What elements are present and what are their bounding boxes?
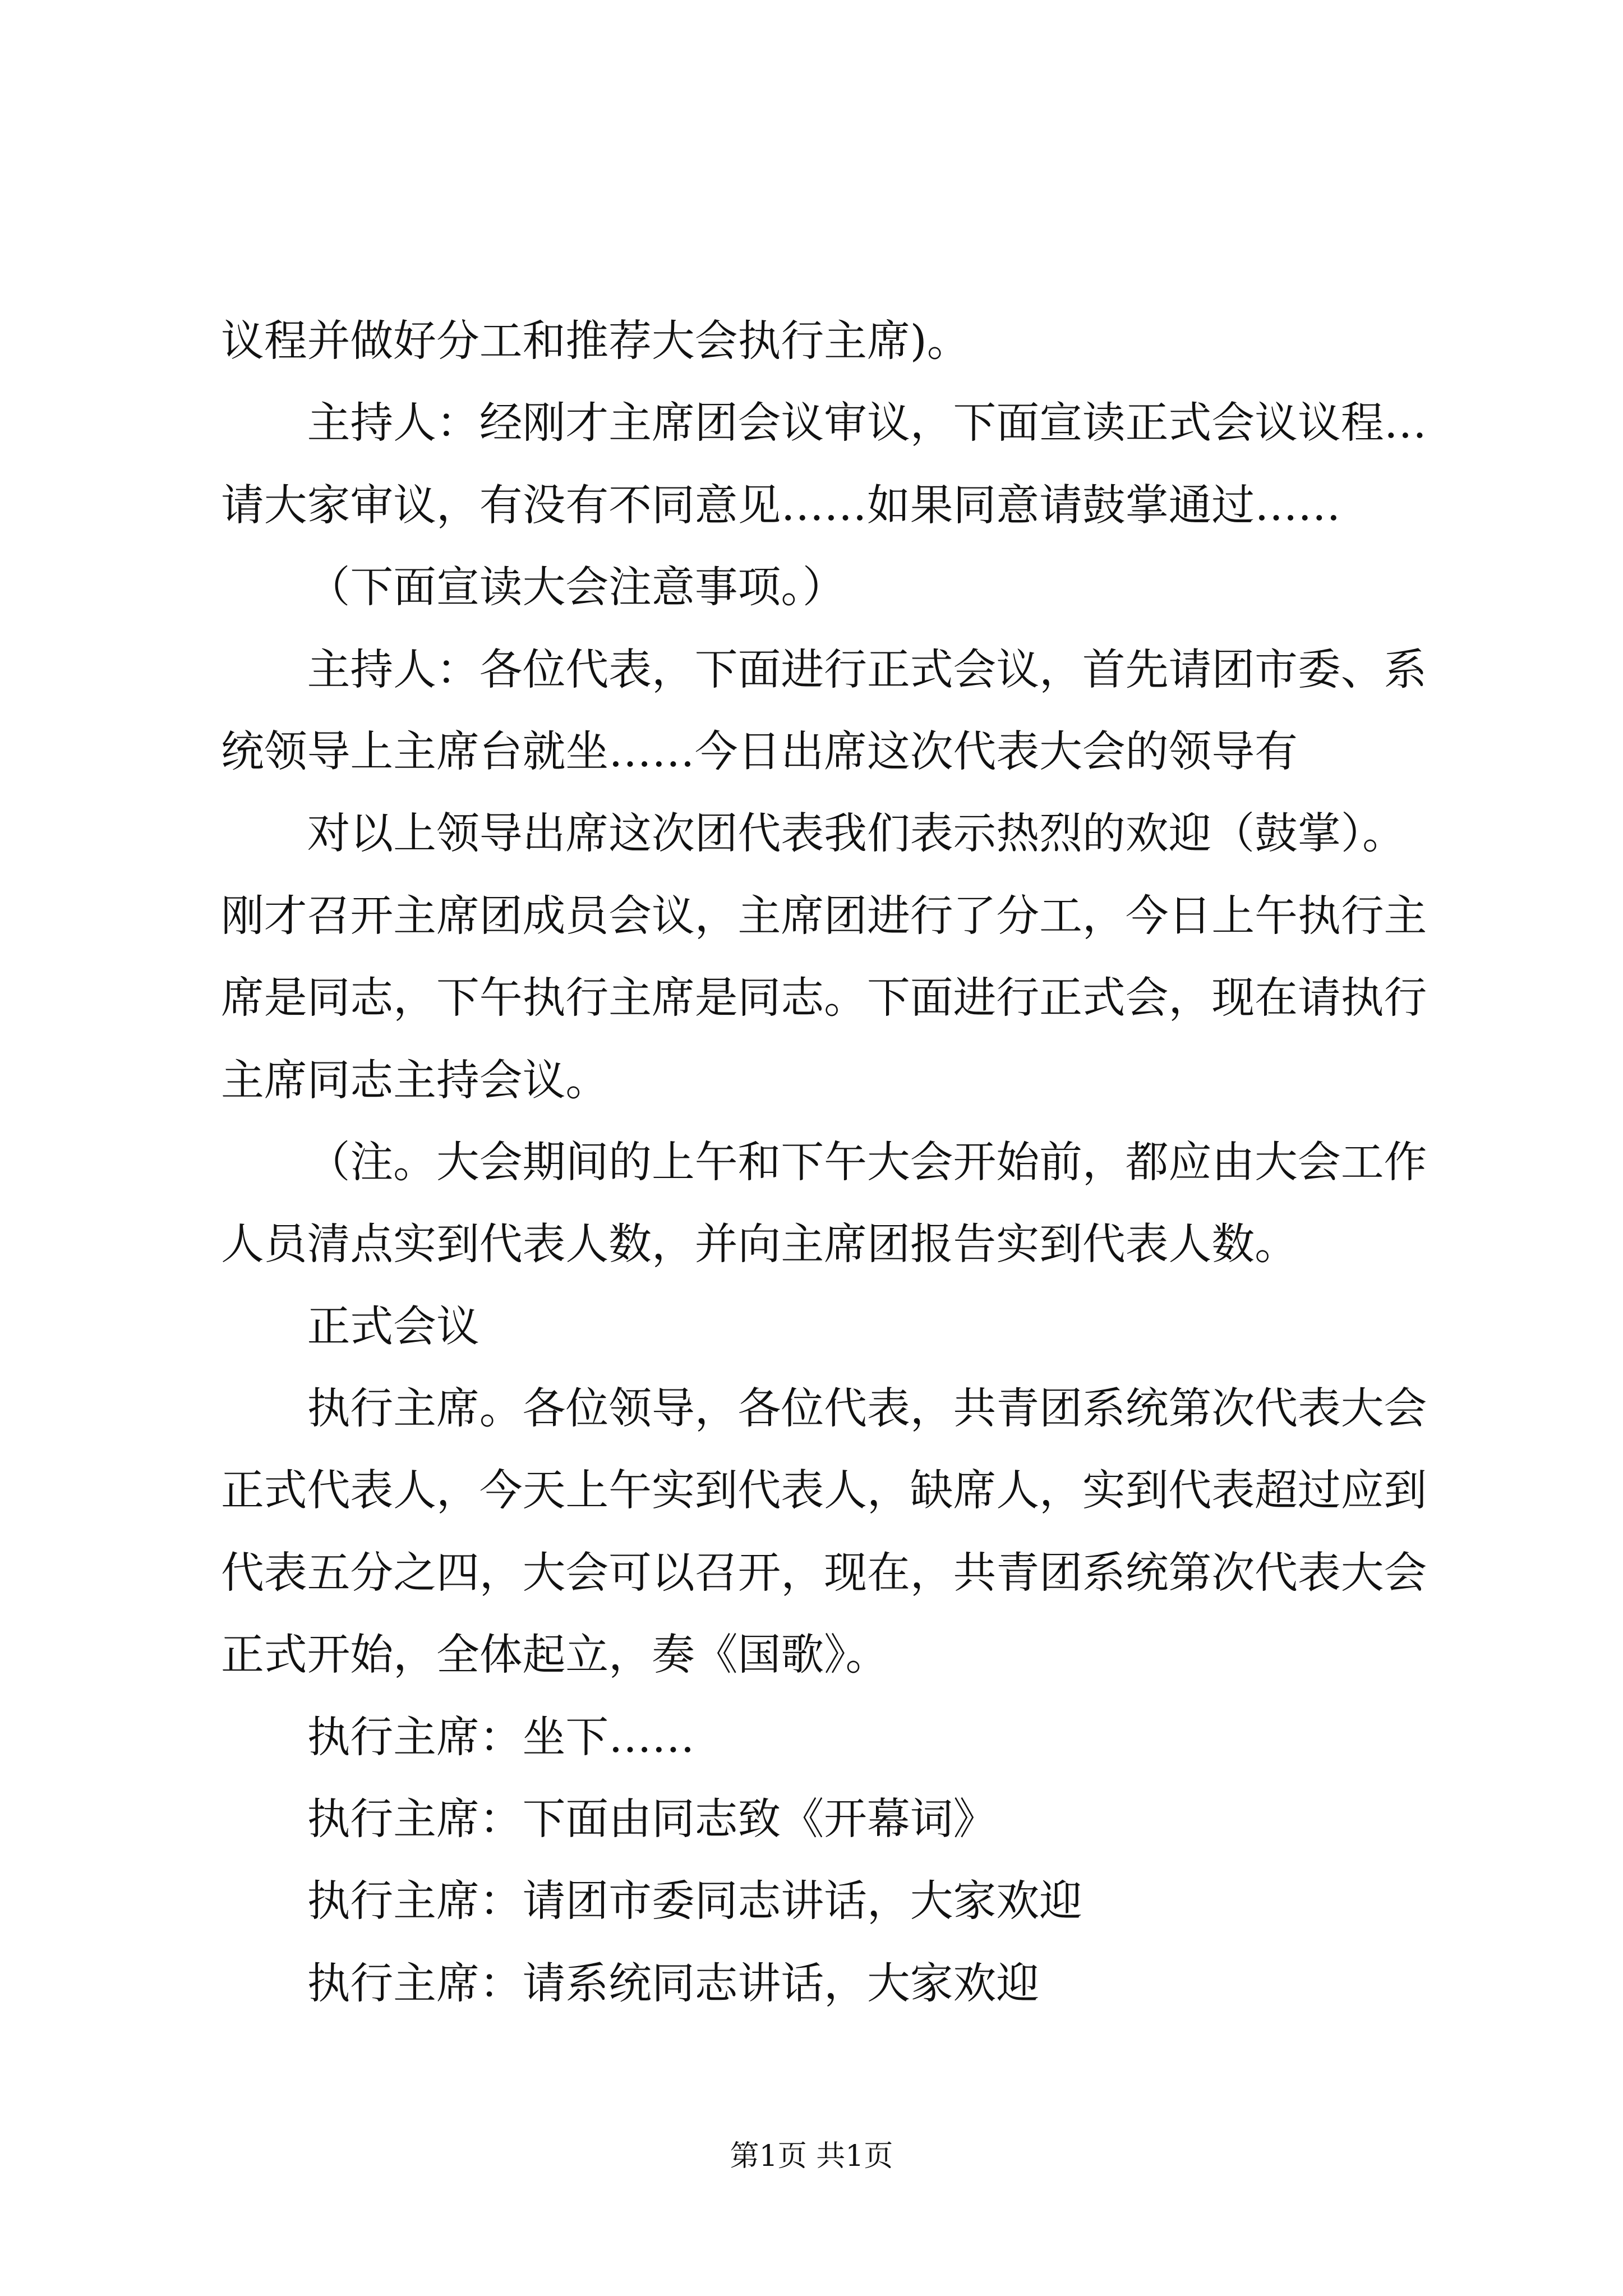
- text-line: 代表五分之四，大会可以召开，现在，共青团系统第次代表大会: [221, 1548, 1427, 1598]
- text-line: 正式开始，全体起立，奏《国歌》。: [221, 1630, 889, 1681]
- text-line: 主持人：经刚才主席团会议审议，下面宣读正式会议议程…: [307, 398, 1427, 449]
- text-line: 执行主席：下面由同志致《开幕词》: [307, 1795, 997, 1845]
- text-line: （注。大会期间的上午和下午大会开始前，都应由大会工作: [307, 1137, 1427, 1188]
- text-line: 对以上领导出席这次团代表我们表示热烈的欢迎（鼓掌）。: [307, 809, 1405, 859]
- text-line: （下面宣读大会注意事项。）: [307, 563, 846, 613]
- text-line: 执行主席。各位领导，各位代表，共青团系统第次代表大会: [307, 1384, 1427, 1434]
- text-line: 请大家审议，有没有不同意见……如果同意请鼓掌通过……: [221, 480, 1341, 531]
- text-line: 统领导上主席台就坐……今日出席这次代表大会的领导有: [221, 726, 1298, 777]
- section-heading: 正式会议: [307, 1301, 479, 1352]
- text-line: 执行主席：请系统同志讲话，大家欢迎: [307, 1958, 1040, 2009]
- text-line: 席是同志，下午执行主席是同志。下面进行正式会，现在请执行: [221, 973, 1427, 1024]
- document-body: [221, 301, 1432, 2025]
- text-line: 刚才召开主席团成员会议，主席团进行了分工，今日上午执行主: [221, 891, 1427, 941]
- text-line: 执行主席：坐下……: [307, 1712, 695, 1763]
- text-line: 议程并做好分工和推荐大会执行主席)。: [221, 316, 970, 366]
- text-line: 主持人：各位代表，下面进行正式会议，首先请团市委、系: [307, 645, 1427, 695]
- text-line: 人员清点实到代表人数，并向主席团报告实到代表人数。: [221, 1220, 1298, 1270]
- text-line: 主席同志主持会议。: [221, 1055, 609, 1106]
- text-line: 执行主席：请团市委同志讲话，大家欢迎: [307, 1876, 1082, 1927]
- text-line: 正式代表人，今天上午实到代表人，缺席人，实到代表超过应到: [221, 1466, 1427, 1516]
- page-footer: 第1页 共1页: [730, 2139, 893, 2173]
